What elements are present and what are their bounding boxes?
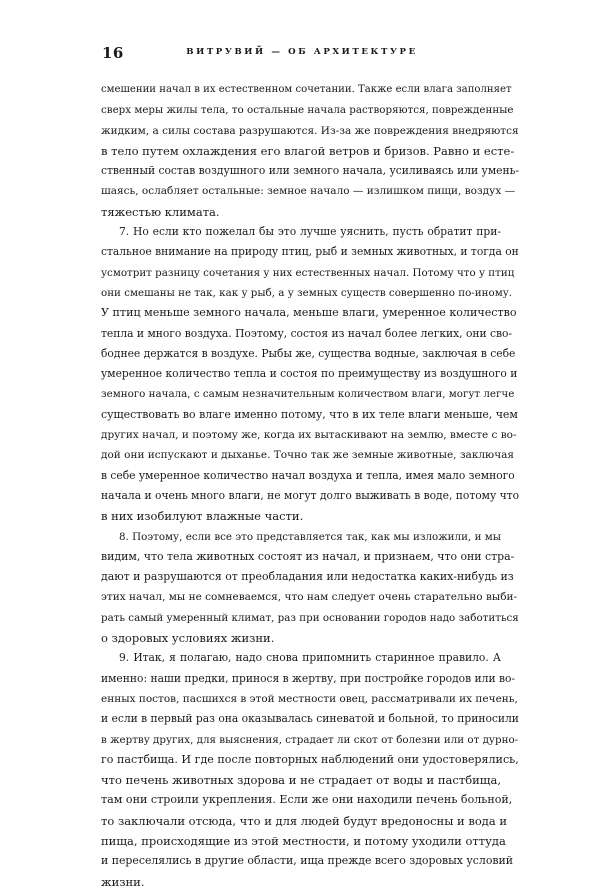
text-line: видим, что тела животных состоят из начал, и признаем, что они стра- (101, 549, 515, 563)
text-line: тепла и много воздуха. Поэтому, состоя из начал более легких, они сво- (101, 326, 513, 340)
text-line: и если в первый раз она оказывалась синеватой и больной, то приносили (101, 712, 519, 726)
text-line: то заключали отсюда, что и для людей будут вредоносны и вода и (101, 813, 508, 828)
text-line: боднее держатся в воздухе. Рыбы же, существа водные, заключая в себе (101, 346, 516, 360)
text-line: начала и очень много влаги, не могут долго выживать в воде, потому что (101, 488, 520, 502)
page-header (102, 44, 502, 64)
text-line: в жертву других, для выяснения, страдает ли скот от болезни или от дурно- (101, 733, 519, 746)
text-line: умеренное количество тепла и состоя по преимуществу из воздушного и (101, 367, 518, 381)
paragraph (101, 648, 519, 892)
text-line: они смешаны не так, как у рыб, а у земных существ совершенно по-иному. (101, 286, 513, 299)
text-line: в них изобилуют влажные части. (101, 509, 304, 524)
text-body (101, 80, 520, 892)
text-line: этих начал, мы не сомневаемся, что нам следует очень старательно выби- (101, 591, 518, 604)
text-line: там они строили укрепления. Если же они находили печень больной, (101, 793, 513, 807)
paragraph (101, 80, 520, 222)
text-line: дают и разрушаются от преобладания или недостатка каких-нибудь из (101, 570, 514, 584)
text-line: в себе умеренное количество начал воздуха и тепла, имея мало земного (101, 468, 515, 482)
text-line: 7. Но если кто пожелал бы это лучше уяснить, пусть обратит при- (119, 225, 501, 239)
paragraph (101, 527, 519, 649)
text-line: тяжестью климата. (101, 204, 220, 219)
page-number: 16 (102, 44, 124, 62)
text-line: сверх меры жилы тела, то остальные начала растворяются, поврежденные (101, 104, 514, 117)
text-line: пища, происходящие из этой местности, и потому уходили оттуда (101, 833, 506, 848)
running-head: ВИТРУВИЙ — ОБ АРХИТЕКТУРЕ (186, 47, 418, 57)
paragraph (101, 222, 520, 526)
text-line: 9. Итак, я полагаю, надо снова припомнить старинное правило. А (119, 651, 501, 665)
text-line: смешении начал в их естественном сочетании. Также если влага заполняет (101, 84, 512, 95)
text-line: У птиц меньше земного начала, меньше влаги, умеренное количество (101, 306, 517, 320)
text-line: 8. Поэтому, если все это представляется так, как мы изложили, и мы (119, 530, 501, 543)
text-line: го пастбища. И где после повторных наблюдений они удостоверялись, (101, 752, 519, 766)
text-line: дой они испускают и дыханье. Точно так же земные животные, заключая (101, 449, 515, 462)
text-line: шаясь, ослабляет остальные: земное начало — излишком пищи, воздух — (101, 185, 516, 198)
text-line: стальное внимание на природу птиц, рыб и земных животных, и тогда он (101, 245, 519, 259)
text-line: других начал, и поэтому же, когда их вытаскивают на землю, вместе с во- (101, 429, 517, 442)
text-line: жизни. (101, 874, 145, 889)
text-line: усмотрит разницу сочетания у них естественных начал. Потому что у птиц (101, 266, 515, 279)
text-line: о здоровых условиях жизни. (101, 631, 275, 646)
text-line: существовать во влаге именно потому, что в их теле влаги меньше, чем (101, 407, 518, 421)
text-line: что печень животных здорова и не страдает от воды и пастбища, (101, 773, 501, 788)
text-line: в тело путем охлаждения его влагой ветров и бризов. Равно и есте- (101, 143, 515, 158)
text-line: ственный состав воздушного или земного начала, усиливаясь или умень- (101, 164, 520, 178)
text-line: жидким, а силы состава разрушаются. Из-за же повреждения внедряются (101, 124, 519, 137)
text-line: именно: наши предки, принося в жертву, при постройке городов или во- (101, 671, 516, 685)
text-line: енных постов, пасшихся в этой местности овец, рассматривали их печень, (101, 692, 518, 705)
text-line: рать самый умеренный климат, раз при основании городов надо заботиться (101, 611, 519, 624)
text-line: и переселялись в другие области, ища прежде всего здоровых условий (101, 854, 514, 868)
text-line: земного начала, с самым незначительным количеством влаги, могут легче (101, 388, 515, 401)
